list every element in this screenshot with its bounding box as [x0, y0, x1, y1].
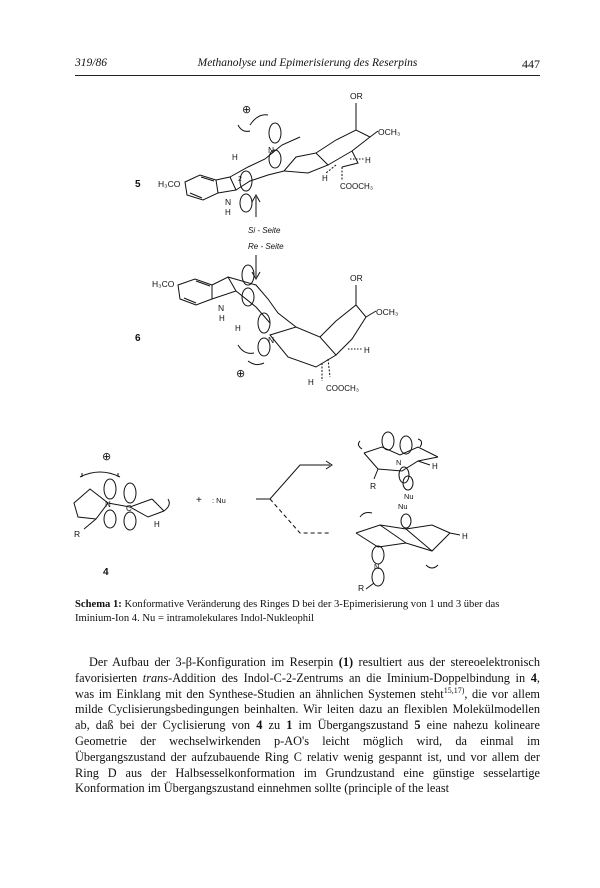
text-run: eine nahezu kolineare Geometrie der wechselwirkenden p-AO's leicht möglich wird, da einmal im Übergangszustand der aufzubauende Ring C relativ wenig gespannt ist, und vor allem der Ring D aus der Halbsesselkonformation im Grundzustand eine günstige sesselartige Konformation im Übergangszustand einnehmen sollte (principle of the least	[75, 718, 540, 796]
plus-sign: +	[196, 495, 202, 506]
r-label-4: R	[74, 529, 81, 539]
h-label-4: H	[154, 520, 160, 529]
indole-n-mid: N	[218, 303, 225, 313]
text-run: im Übergangszustand	[292, 718, 415, 733]
plus-charge-mid: ⊕	[236, 368, 246, 380]
compound-ref: 5	[414, 718, 421, 733]
n-prod2-label: N	[374, 562, 380, 571]
re-face-label: Re - Seite	[248, 242, 284, 251]
indole-h-label: H	[225, 208, 231, 217]
h-mid-left: H	[235, 324, 241, 333]
si-face-label: Si - Seite	[248, 226, 281, 235]
och3-label: OCH₃	[378, 127, 401, 137]
h-top-mid: H	[322, 174, 328, 183]
compound-ref: (1)	[338, 655, 354, 669]
running-title: Methanolyse und Epimerisierung des Reserpins	[197, 57, 418, 69]
plus-charge-top: ⊕	[242, 104, 252, 116]
cooch3-label: COOCH₃	[340, 182, 374, 191]
caption-text: Konformative Veränderung des Ringes D bei der 3-Epimerisierung von 1 und 3 über das Iminium-Ion 4. Nu = intramolekulares Indol-Nukleophil	[75, 599, 500, 624]
product-chair	[358, 432, 438, 501]
h-top-left: H	[232, 153, 238, 162]
compound-4-label: 4	[103, 567, 109, 578]
scheme-caption	[75, 598, 540, 626]
compound-ref: 4	[530, 670, 537, 685]
running-header	[75, 57, 540, 76]
compound-ref: 1	[286, 718, 293, 733]
r-prod2-label: R	[358, 583, 365, 593]
h-mid-low: H	[308, 378, 314, 387]
iminium-ion-4	[74, 451, 169, 578]
c2-label: 2	[238, 176, 242, 183]
indole-h-mid: H	[219, 314, 225, 323]
scheme-drawing	[60, 85, 550, 595]
citation: 15,17)	[443, 685, 465, 695]
page-number: 447	[522, 57, 540, 71]
h-mid-right: H	[364, 346, 370, 355]
c-label-4: C	[126, 504, 132, 513]
product-boat	[356, 502, 468, 593]
or-mid-label: OR	[350, 273, 363, 283]
plus-charge-4: ⊕	[102, 451, 112, 463]
journal-volume: 319/86	[75, 57, 107, 69]
compound-5-label: 5	[135, 179, 141, 190]
r-prod1-label: R	[370, 481, 377, 491]
italic-term: trans	[142, 670, 169, 685]
text-run: Der Aufbau der 3-β-Konfiguration im Reserpin	[89, 655, 339, 669]
structure-5	[135, 91, 400, 217]
nu-prod2-label: Nu	[398, 502, 408, 511]
text-run: -Addition des Indol-C-2-Zentrums an die Iminium-Doppelbindung in	[168, 670, 531, 685]
n-prod1-label: N	[396, 458, 402, 467]
caption-label: Schema 1:	[75, 599, 122, 610]
text-run: , was im Einklang mit den Synthese-Studien an ähnlichen Systemen steht	[75, 670, 540, 701]
h-top-right: H	[365, 156, 371, 165]
ring-n-label: N	[268, 145, 275, 155]
reaction-scheme	[60, 85, 550, 595]
paragraph	[75, 655, 540, 797]
h-prod1-label: H	[432, 462, 438, 471]
or-label: OR	[350, 91, 363, 101]
nucleophile-reagent: : Nu	[212, 496, 226, 505]
compound-ref: 4	[256, 718, 263, 733]
h3co-mid-label: H₃CO	[152, 279, 175, 289]
text-run: resultiert aus der stereoelektronisch favorisierten	[75, 655, 540, 685]
indole-n-label: N	[225, 197, 232, 207]
ring-n-mid: N	[268, 335, 275, 345]
h-prod2-label: H	[462, 532, 468, 541]
text-run: , die vor allem milde Cyclisierungsbedingungen beinhalten. Wir leiten dazu an flexiblen Molekülmodellen ab, daß bei der Cyclisierung von	[75, 686, 540, 733]
compound-6-label: 6	[135, 333, 141, 344]
h3co-label: H₃CO	[158, 179, 181, 189]
nu-prod1-label: Nu	[404, 492, 414, 501]
structure-6	[135, 255, 398, 393]
body-text	[75, 655, 540, 797]
n-label-4: N	[105, 500, 111, 509]
och3-mid-label: OCH₃	[376, 307, 399, 317]
text-run: zu	[262, 718, 287, 733]
cooch3-mid-label: COOCH₃	[326, 384, 360, 393]
